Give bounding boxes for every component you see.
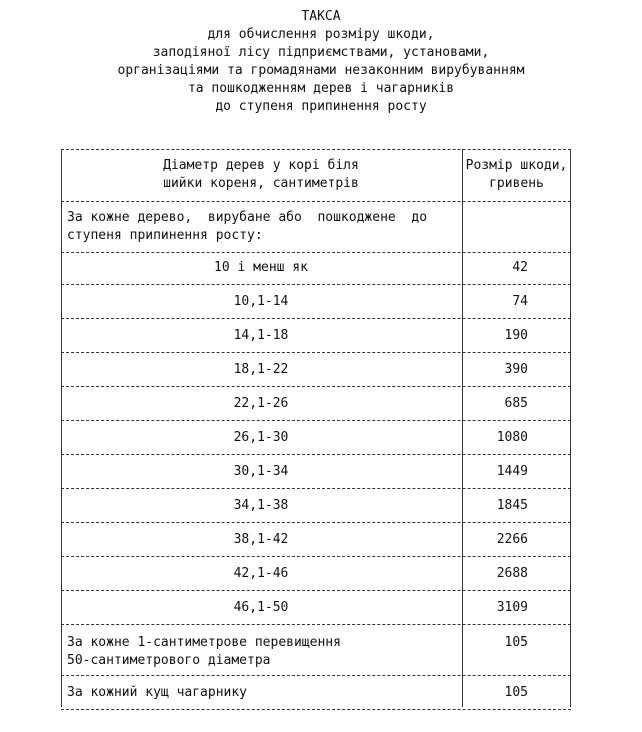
row-diameter: 26,1-30 <box>233 430 289 445</box>
row-separator <box>61 454 571 455</box>
row-separator <box>61 556 571 557</box>
row-separator <box>61 352 571 353</box>
row-diameter: 14,1-18 <box>233 328 289 343</box>
row-amount: 390 <box>504 362 528 377</box>
row-amount: 1080 <box>496 430 528 445</box>
table-bottom-border <box>61 709 571 710</box>
row-diameter: 42,1-46 <box>233 566 289 581</box>
row-diameter: 30,1-34 <box>233 464 289 479</box>
title-line: та пошкодженням дерев і чагарників <box>187 81 455 96</box>
excess-amount: 105 <box>504 635 528 650</box>
row-amount: 3109 <box>496 600 528 615</box>
row-amount: 190 <box>504 328 528 343</box>
title-line: організаціями та громадянами незаконним вирубуванням <box>117 63 525 78</box>
title-line: ТАКСА <box>301 9 341 24</box>
row-diameter: 38,1-42 <box>233 532 289 547</box>
title-line: для обчислення розміру шкоди, <box>207 27 435 42</box>
shrub-label: За кожний кущ чагарнику <box>67 685 248 700</box>
row-separator <box>61 420 571 421</box>
row-amount: 2266 <box>496 532 528 547</box>
row-separator <box>61 522 571 523</box>
document-title <box>0 8 642 116</box>
row-separator <box>61 590 571 591</box>
row-separator <box>61 675 571 676</box>
row-amount: 685 <box>504 396 528 411</box>
row-amount: 2688 <box>496 566 528 581</box>
row-separator <box>61 284 571 285</box>
row-diameter: 34,1-38 <box>233 498 289 513</box>
row-amount: 1449 <box>496 464 528 479</box>
excess-label: За кожне 1-сантиметрове перевищення 50-сантиметрового діаметра <box>67 635 341 668</box>
row-diameter: 10,1-14 <box>233 294 289 309</box>
row-separator <box>61 488 571 489</box>
row-diameter: 10 і менш як <box>214 260 308 275</box>
row-amount: 42 <box>512 260 528 275</box>
header-amount: Розмір шкоди, гривень <box>465 158 568 191</box>
row-amount: 74 <box>512 294 528 309</box>
table-top-border <box>61 149 571 150</box>
shrub-amount: 105 <box>504 685 528 700</box>
row-diameter: 18,1-22 <box>233 362 289 377</box>
title-line: заподіяної лісу підприємствами, установами, <box>152 45 490 60</box>
row-separator <box>61 252 571 253</box>
row-separator <box>61 386 571 387</box>
row-separator <box>61 624 571 625</box>
header-diameter: Діаметр дерев у корі біля шийки кореня, сантиметрів <box>163 158 359 191</box>
row-diameter: 22,1-26 <box>233 396 289 411</box>
row-separator <box>61 318 571 319</box>
row-separator <box>61 201 571 202</box>
row-amount: 1845 <box>496 498 528 513</box>
title-line: до ступеня припинення росту <box>215 99 427 114</box>
row-diameter: 46,1-50 <box>233 600 289 615</box>
